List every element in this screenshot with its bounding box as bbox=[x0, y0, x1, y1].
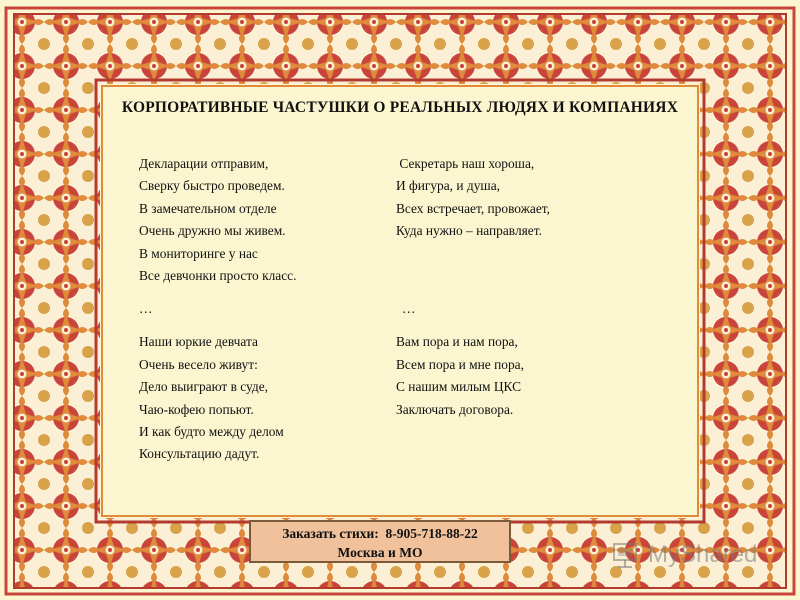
verse-line: Заключать договора. bbox=[396, 401, 514, 417]
verse-line: Секретарь наш хороша, bbox=[396, 156, 535, 171]
watermark-text: MyShared bbox=[648, 541, 758, 568]
verse-line: Всех встречает, провожает, bbox=[396, 200, 550, 216]
right-verse-column bbox=[396, 153, 646, 421]
verse-line: И как будто между делом bbox=[139, 423, 284, 439]
order-contact-box bbox=[249, 520, 511, 563]
verse-line: Вам пора и нам пора, bbox=[396, 334, 518, 350]
verse-line: В замечательном отделе bbox=[139, 200, 277, 216]
verse-line: Очень весело живут: bbox=[139, 356, 258, 372]
verse-line: Очень дружно мы живем. bbox=[139, 223, 286, 239]
verse-line: Всем пора и мне пора, bbox=[396, 356, 524, 372]
verse-line: Наши юркие девчата bbox=[139, 334, 258, 350]
verse-line: В мониторинге у нас bbox=[139, 245, 258, 261]
order-region-text: Москва и МО bbox=[337, 545, 423, 560]
verse-line: Все девчонки просто класс. bbox=[139, 267, 297, 283]
left-verse-column bbox=[139, 153, 389, 466]
page-title: КОРПОРАТИВНЫЕ ЧАСТУШКИ О РЕАЛЬНЫХ ЛЮДЯХ И КОМПАНИЯХ bbox=[121, 99, 679, 116]
verse-line: Дело выиграют в суде, bbox=[139, 379, 269, 395]
myshared-logo-icon bbox=[612, 540, 642, 570]
verse-line: Консультацию дадут. bbox=[139, 446, 260, 462]
order-phone-text: Заказать стихи: 8-905-718-88-22 bbox=[282, 526, 478, 541]
verse-line: И фигура, и душа, bbox=[396, 178, 501, 194]
verse-line: Сверку быстро проведем. bbox=[139, 178, 285, 194]
verse-line: Чаю-кофею попьют. bbox=[139, 401, 254, 417]
verse-ellipsis: … bbox=[402, 301, 416, 317]
watermark bbox=[612, 538, 757, 572]
verse-line: С нашим милым ЦКС bbox=[396, 379, 522, 395]
verse-line: Декларации отправим, bbox=[139, 156, 269, 171]
verse-line: Куда нужно – направляет. bbox=[396, 223, 542, 239]
verse-ellipsis: … bbox=[139, 301, 153, 317]
